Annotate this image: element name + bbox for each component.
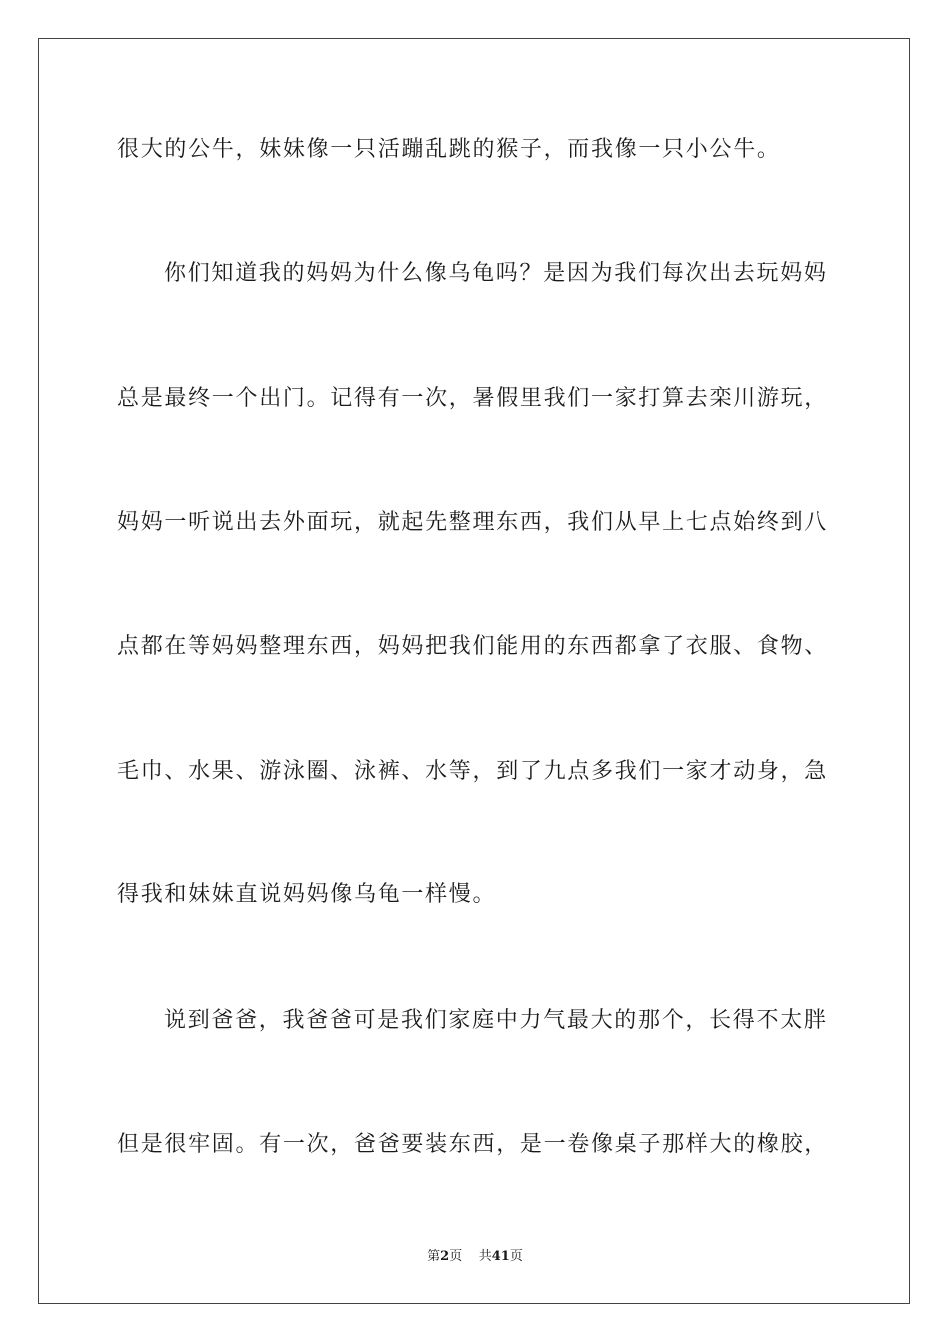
page-suffix: 页 bbox=[449, 1249, 463, 1264]
text-line-9: 但是很牢固。有一次，爸爸要装东西，是一卷像桌子那样大的橡胶， bbox=[117, 1132, 829, 1157]
text-line-7: 得我和妹妹直说妈妈像乌龟一样慢。 bbox=[117, 882, 497, 907]
total-prefix: 共 bbox=[478, 1249, 492, 1264]
text-line-4: 妈妈一听说出去外面玩，就起先整理东西，我们从早上七点始终到八 bbox=[117, 510, 829, 535]
total-pages: 41 bbox=[491, 1249, 510, 1264]
total-suffix: 页 bbox=[509, 1249, 523, 1264]
text-line-3: 总是最终一个出门。记得有一次，暑假里我们一家打算去栾川游玩， bbox=[117, 386, 829, 411]
page-number: 2 bbox=[440, 1249, 450, 1264]
page-footer bbox=[0, 1248, 950, 1266]
page-border bbox=[38, 38, 910, 1304]
text-line-2: 你们知道我的妈妈为什么像乌龟吗？是因为我们每次出去玩妈妈 bbox=[164, 261, 828, 286]
text-line-5: 点都在等妈妈整理东西，妈妈把我们能用的东西都拿了衣服、食物、 bbox=[117, 634, 829, 659]
page-prefix: 第 bbox=[427, 1249, 441, 1264]
text-line-1: 很大的公牛，妹妹像一只活蹦乱跳的猴子，而我像一只小公牛。 bbox=[117, 137, 781, 162]
text-line-6: 毛巾、水果、游泳圈、泳裤、水等，到了九点多我们一家才动身，急 bbox=[117, 759, 829, 784]
text-line-8: 说到爸爸，我爸爸可是我们家庭中力气最大的那个，长得不太胖 bbox=[164, 1008, 828, 1033]
